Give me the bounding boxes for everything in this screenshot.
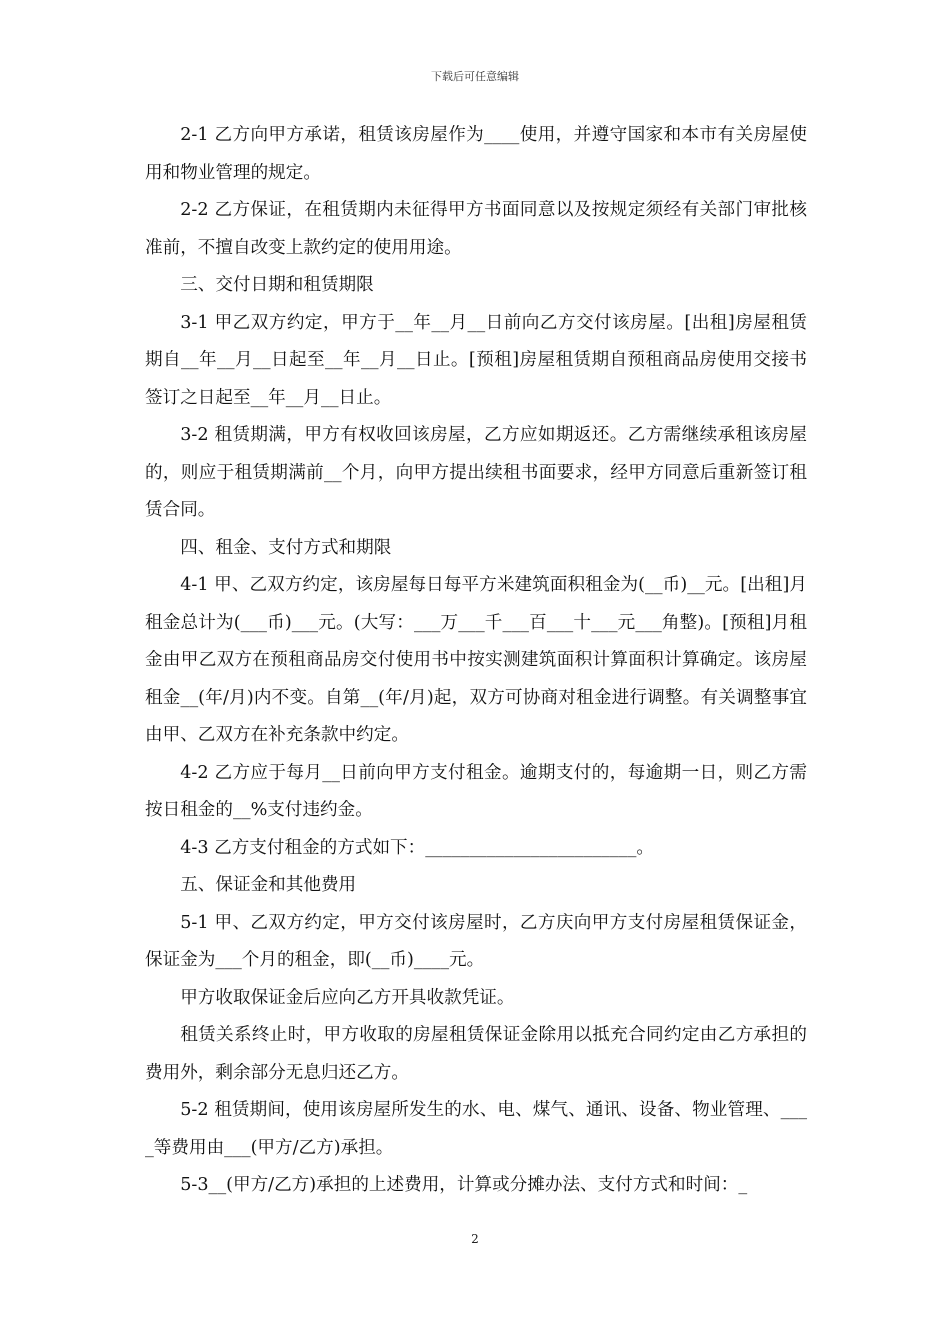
clause-5-1-refund: 租赁关系终止时，甲方收取的房屋租赁保证金除用以抵充合同约定由乙方承担的费用外，剩余部分无息归还乙方。 bbox=[145, 1025, 807, 1083]
clause-4-3: 4-3 乙方支付租金的方式如下：________________________。 bbox=[180, 837, 654, 858]
clause-5-1: 5-1 甲、乙双方约定，甲方交付该房屋时，乙方庆向甲方支付房屋租赁保证金，保证金为___个月的租金，即(__币)____元。 bbox=[145, 912, 807, 970]
clause-5-1-receipt: 甲方收取保证金后应向乙方开具收款凭证。 bbox=[180, 987, 515, 1008]
section-heading-3: 三、交付日期和租赁期限 bbox=[180, 275, 374, 295]
page-number: 2 bbox=[471, 1232, 479, 1246]
clause-2-1: 2-1 乙方向甲方承诺，租赁该房屋作为____使用，并遵守国家和本市有关房屋使用和物业管理的规定。 bbox=[145, 125, 807, 183]
section-heading-4: 四、租金、支付方式和期限 bbox=[180, 537, 392, 558]
clause-5-2: 5-2 租赁期间，使用该房屋所发生的水、电、煤气、通讯、设备、物业管理、____等费用由___(甲方/乙方)承担。 bbox=[145, 1100, 807, 1158]
clause-2-2: 2-2 乙方保证，在租赁期内未征得甲方书面同意以及按规定须经有关部门审批核准前，不擅自改变上款约定的使用用途。 bbox=[145, 200, 807, 258]
document-body bbox=[145, 117, 807, 1205]
clause-3-2: 3-2 租赁期满，甲方有权收回该房屋，乙方应如期返还。乙方需继续承租该房屋的，则应于租赁期满前__个月，向甲方提出续租书面要求，经甲方同意后重新签订租赁合同。 bbox=[145, 425, 807, 520]
clause-4-1: 4-1 甲、乙双方约定，该房屋每日每平方米建筑面积租金为(__币)__元。[出租]月租金总计为(___币)___元。(大写：___万___千___百___十___元___角整)。[预租]月租金由甲乙双方在预租商品房交付使用书中按实测建筑面积计算面积计算确定。该房屋租金__(年/月)内不变。自第__(年/月)起，双方可协商对租金进行调整。有关调整事宜由甲、乙双方在补充条款中约定。 bbox=[145, 575, 807, 745]
section-heading-5: 五、保证金和其他费用 bbox=[180, 875, 357, 895]
clause-5-3: 5-3__(甲方/乙方)承担的上述费用，计算或分摊办法、支付方式和时间：_ bbox=[180, 1175, 748, 1195]
clause-4-2: 4-2 乙方应于每月__日前向甲方支付租金。逾期支付的，每逾期一日，则乙方需按日租金的__%支付违约金。 bbox=[145, 762, 807, 820]
clause-3-1: 3-1 甲乙双方约定，甲方于__年__月__日前向乙方交付该房屋。[出租]房屋租赁期自__年__月__日起至__年__月__日止。[预租]房屋租赁期自预租商品房使用交接书签订之日起至__年__月__日止。 bbox=[145, 312, 807, 408]
page-header: 下载后可任意编辑 bbox=[431, 70, 519, 83]
